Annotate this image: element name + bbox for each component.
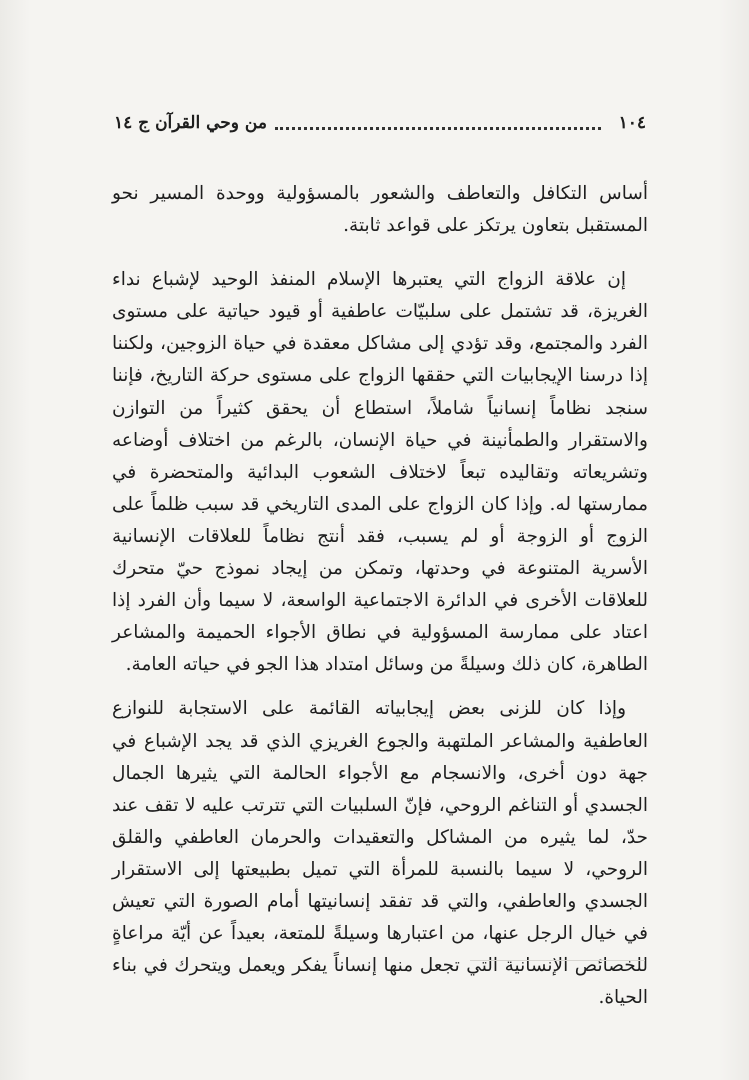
paragraph-marriage: إن علاقة الزواج التي يعتبرها الإسلام المنفذ الوحيد لإشباع نداء الغريزة، قد تشتمل على سلبيّات عاطفية أو قيود حياتية على مستوى الفرد والمجتمع، وقد تؤدي إلى مشاكل معقدة في حياة الزوجين، ولكننا إذا درسنا الإيجابيات التي حققها الزواج على مستوى حركة التاريخ، فإننا سنجد نظاماً إنسانياً شاملاً، استطاع أن يحقق كثيراً من التوازن والاستقرار والطمأنينة في حياة الإنسان، بالرغم من اختلاف أوضاعه وتشريعاته وتقاليده تبعاً لاختلاف الشعوب البدائية والمتحضرة في ممارستها له. وإذا كان الزواج على المدى التاريخي قد سبب ظلماً على الزوج أو الزوجة أو لم يسبب، فقد أنتج نظاماً للعلاقات الإنسانية الأسرية المتنوعة في وحدتها، وتمكن من إيجاد نموذج حيّ متحرك للعلاقات الأخرى في الدائرة الاجتماعية الواسعة، لا سيما وأن الفرد إذا اعتاد على ممارسة المسؤولية في نطاق الأجواء الحميمة والمشاعر الطاهرة، كان ذلك وسيلةً من وسائل امتداد هذا الجو في حياته العامة. <box>112 269 648 676</box>
paragraph-continued: أساس التكافل والتعاطف والشعور بالمسؤولية ووحدة المسير نحو المستقبل بتعاون يرتكز على قواعد ثابتة. <box>112 183 648 237</box>
book-title: من وحي القرآن ج ١٤ <box>114 113 267 133</box>
header-dot-leader <box>275 127 601 130</box>
paragraph-adultery: وإذا كان للزنى بعض إيجابياته القائمة على الاستجابة للنوازع العاطفية والمشاعر الملتهبة والجوع الغريزي الذي قد يجد الإشباع في جهة دون أخرى، والانسجام مع الأجواء الحالمة التي يثيرها الجمال الجسدي أو التناغم الروحي، فإنّ السلبيات التي تترتب عليه لا تقف عند حدّ، لما يثيره من المشاكل والتعقيدات والحرمان العاطفي والقلق الروحي، لا سيما بالنسبة للمرأة التي تميل بطبيعتها إلى الاستقرار الجسدي والعاطفي، والتي قد تفقد إنسانيتها أمام الصورة التي تعيش في خيال الرجل عنها، من اعتبارها وسيلةً للمتعة، بعيداً عن أيّة مراعاةٍ للخصائص الإنسانية التي تجعل منها إنساناً يفكر ويعمل ويتحرك في بناء الحياة. <box>112 698 648 1009</box>
page-number: ١٠٤ <box>618 113 646 133</box>
running-header <box>114 108 646 138</box>
page-body <box>112 178 648 1014</box>
footnote-separator <box>470 960 645 961</box>
